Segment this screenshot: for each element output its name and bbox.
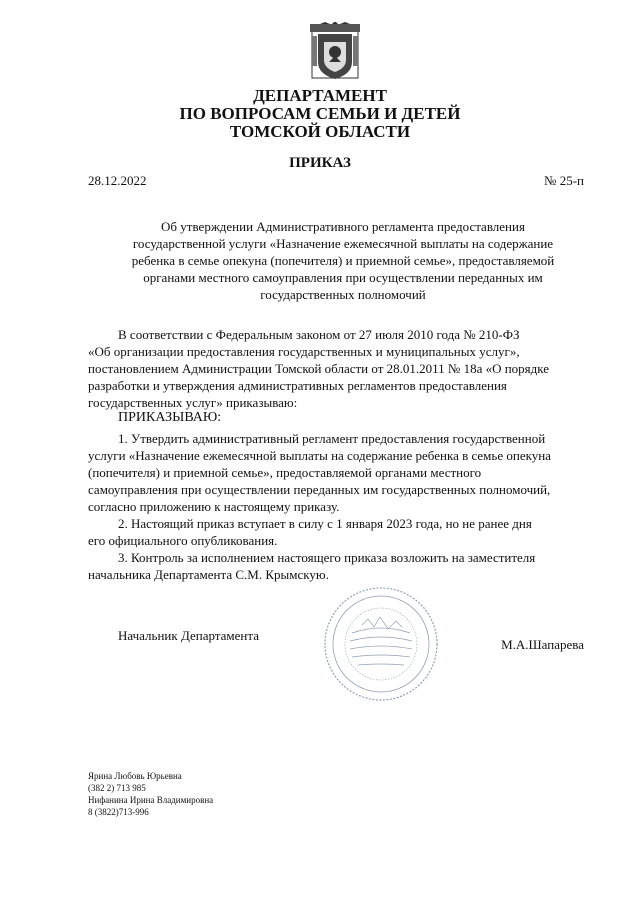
order-items [88,430,596,583]
item-2-line: его официального опубликования. [88,533,278,548]
item-1-line [88,464,596,481]
preamble-line-5: государственных услуг» приказываю: [88,395,298,410]
word: предоставляемой [276,465,372,480]
word: и [152,378,160,393]
item-1-line: 1. Утвердить административный регламент предоставления государственной [118,431,546,446]
contact-phone: (382 2) 713 985 [88,783,146,793]
word: приемной [173,465,229,480]
order-date: 28.12.2022 [88,173,147,188]
preamble-line-3: постановлением Администрации Томской области от 28.01.2011 № 18а «О порядке [88,361,550,376]
word: 2010 [407,327,434,342]
document-title: ПРИКАЗ [289,155,351,171]
contact-phone: 8 (3822)713-996 [88,807,149,817]
word: июля [375,327,404,342]
signatory-name: М.А.Шапарева [501,637,584,652]
item-1-line: согласно приложению к настоящему приказу. [88,499,340,514]
subject-line: органами местного самоуправления при осуществлении переданных им [143,270,543,285]
subject-line: ребенка в семье опекуна (попечителя) и приемной семье», предоставляемой [131,253,555,268]
word: № [463,327,476,342]
preamble-line-4 [88,377,596,394]
item-1-line: услуги «Назначение ежемесячной выплаты на содержание ребенка в семье опекуна [88,448,551,463]
contacts-block [88,770,213,818]
word: 27 [358,327,372,342]
word: разработки [88,378,150,393]
word: услуг», [479,344,520,359]
word: от [343,327,356,342]
subject-line: Об утверждении Административного регламента предоставления [161,219,525,234]
preamble-line-2 [88,343,596,360]
word: предоставления [186,344,275,359]
word: и [375,344,383,359]
order-number: № 25-п [544,173,584,188]
item-1-line: самоуправления при осуществлении переданных им государственных полномочий, [88,482,551,497]
word: организации [113,344,184,359]
word: 210-ФЗ [478,327,520,342]
word: органами [375,465,428,480]
subject-line: государственной услуги «Назначение ежемесячной выплаты на содержание [132,236,554,251]
word: с [206,327,213,342]
item-2-line: 2. Настоящий приказ вступает в силу с 1 января 2023 года, но не ранее дня [118,516,532,531]
word: утверждения [163,378,235,393]
word: соответствии [129,327,204,342]
word: законом [295,327,341,342]
preamble-line-1 [88,326,596,343]
order-subject [108,218,578,303]
word: семье», [231,465,273,480]
preamble-paragraph [88,326,596,411]
word: В [118,327,127,342]
word: Федеральным [215,327,293,342]
ordered-word: ПРИКАЗЫВАЮ: [118,410,222,425]
department-name-line-2: ПО ВОПРОСАМ СЕМЬИ И ДЕТЕЙ [179,104,461,123]
department-name-line-3: ТОМСКОЙ ОБЛАСТИ [229,122,411,141]
word: муниципальных [385,344,476,359]
word: и [163,465,171,480]
contact-person: Нифанина Ирина Владимировна [88,795,214,805]
word: административных [238,378,345,393]
word: предоставления [418,378,507,393]
subject-line: государственных полномочий [260,287,426,302]
word: регламентов [347,378,416,393]
word: (попечителя) [88,465,160,480]
item-3-line: начальника Департамента С.М. Крымскую. [88,567,329,582]
signature-stamp-icon [322,585,440,703]
word: «Об [88,344,111,359]
item-3-line: 3. Контроль за исполнением настоящего приказа возложить на заместителя [118,550,536,565]
word: местного [430,465,482,480]
word: государственных [278,344,373,359]
signatory-position: Начальник Департамента [118,628,259,643]
contact-person: Ярина Любовь Юрьевна [88,771,182,781]
department-name-line-1: ДЕПАРТАМЕНТ [253,86,387,105]
coat-of-arms-icon [308,22,362,82]
word: года [436,327,461,342]
